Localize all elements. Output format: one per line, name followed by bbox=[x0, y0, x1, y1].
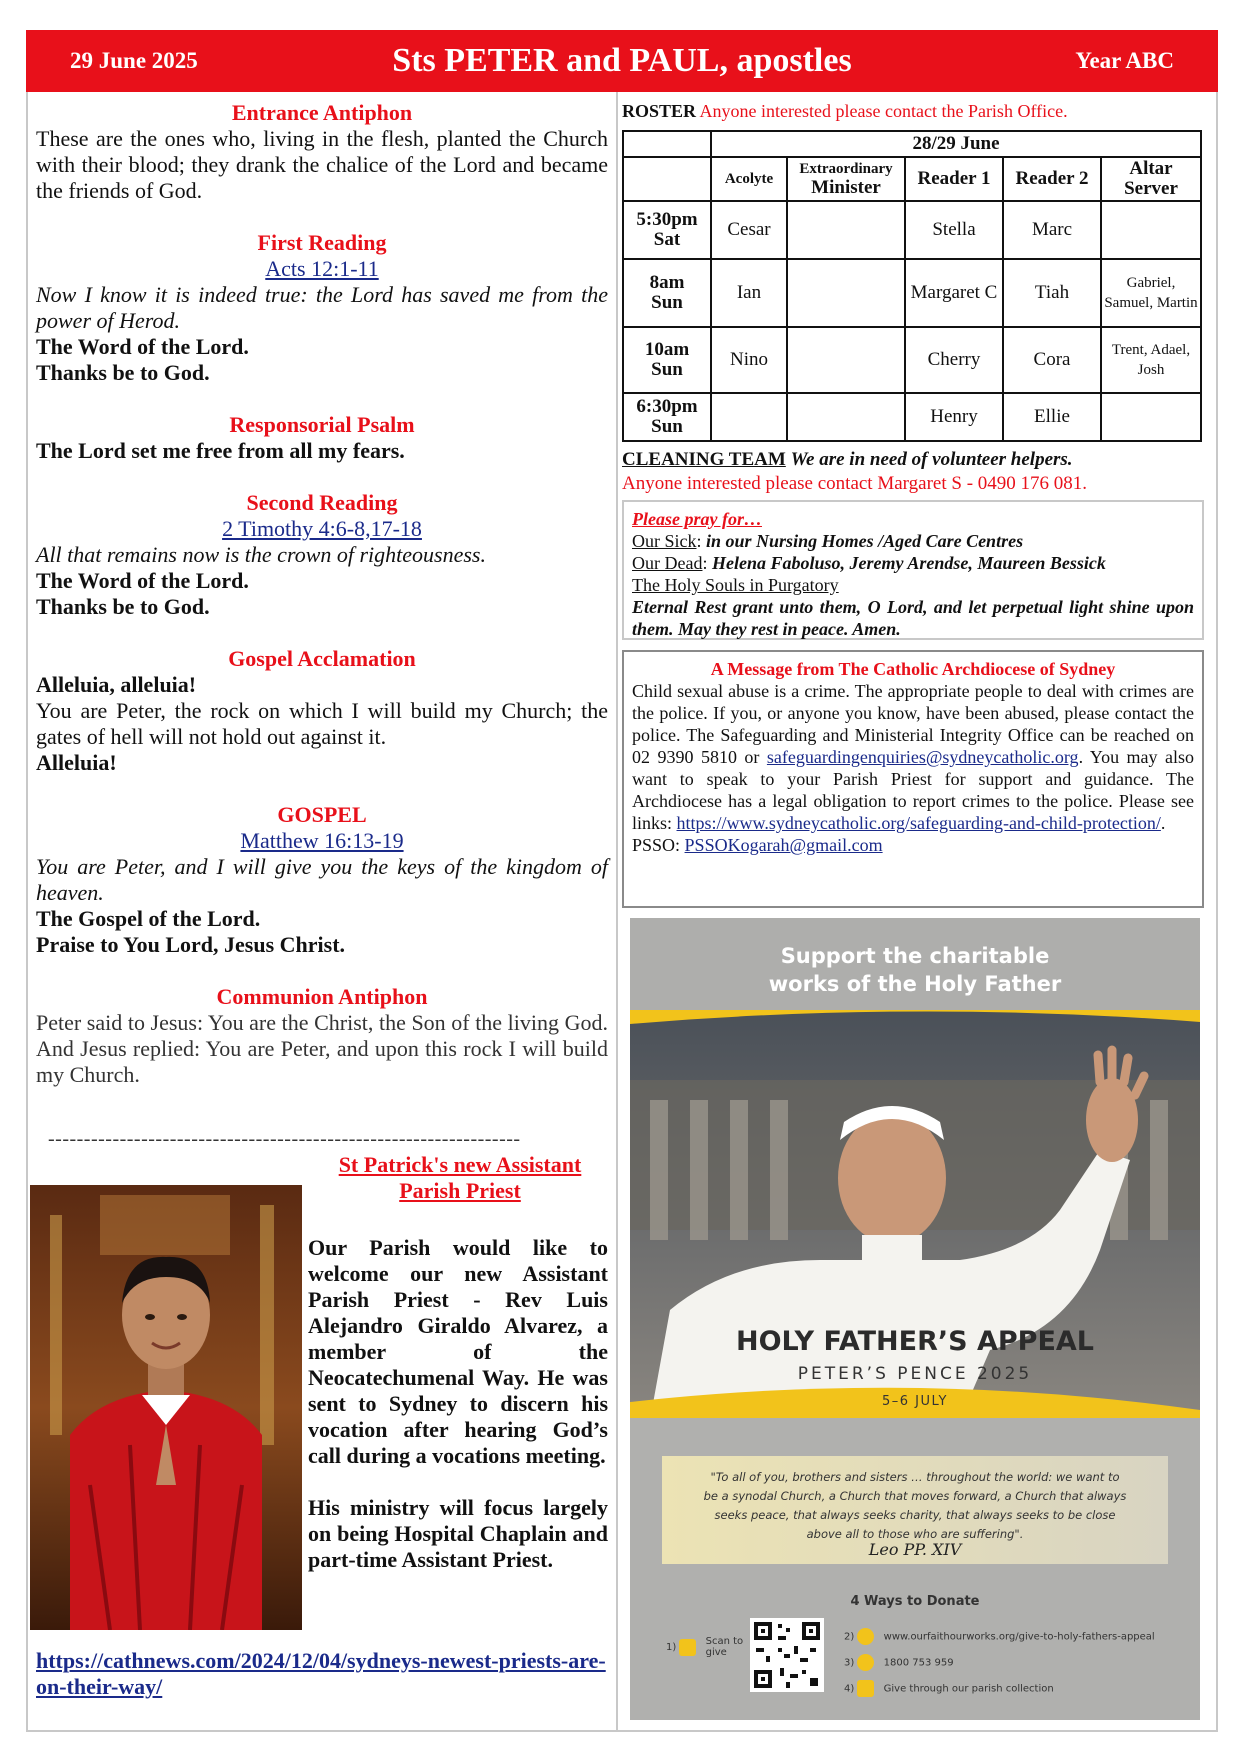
row-time-value: 8am bbox=[649, 272, 685, 293]
communion-title: Communion Antiphon bbox=[216, 984, 428, 1009]
page-title: Sts PETER and PAUL, apostles bbox=[392, 42, 852, 79]
entrance-antiphon-text: These are the ones who, living in the flesh, planted the Church with their blood; they drank the chalice of the Lord and became the friends of God. bbox=[36, 126, 608, 203]
cleaning-contact: Anyone interested please contact Margaret S - 0490 176 081. bbox=[622, 473, 1088, 494]
acclamation-line1: Alleluia, alleluia! bbox=[36, 672, 197, 697]
message-text3: . bbox=[1160, 813, 1166, 833]
cell-server bbox=[1101, 201, 1201, 259]
col-minister-line1: Extraordinary bbox=[799, 161, 893, 177]
bulletin-date: 29 June 2025 bbox=[70, 48, 198, 73]
way-2 bbox=[844, 1628, 1155, 1645]
roster-corner bbox=[623, 131, 711, 157]
cell-minister bbox=[787, 393, 905, 441]
cell-reader1: Henry bbox=[905, 393, 1003, 441]
way-4 bbox=[844, 1680, 1054, 1697]
column-divider bbox=[616, 92, 618, 1732]
way-1-num: 1) bbox=[666, 1642, 677, 1653]
cell-reader2: Ellie bbox=[1003, 393, 1101, 441]
roster-date: 28/29 June bbox=[711, 131, 1201, 157]
sick-text: in our Nursing Homes /Aged Care Centres bbox=[706, 531, 1024, 551]
prayer-box: Please pray for… Our Sick: in our Nursing Homes /Aged Care Centres Our Dead: Helena Faboluso, Jeremy Arendse, Maureen Bessick The Holy Souls in Purgatory Eternal Rest grant unto them, O Lord, and let perpetual light shine upon them. May they rest in peace. Amen. bbox=[622, 500, 1204, 640]
row-time bbox=[623, 201, 711, 259]
cell-acolyte: Cesar bbox=[711, 201, 787, 259]
gospel-title: GOSPEL bbox=[277, 802, 367, 827]
gospel-response1: The Gospel of the Lord. bbox=[36, 906, 261, 931]
cell-reader1: Margaret C bbox=[905, 259, 1003, 327]
communion-text: Peter said to Jesus: You are the Christ, the Son of the living God. And Jesus replied: You are Peter, and upon this rock I will build my Church. bbox=[36, 1010, 608, 1087]
scan-icon bbox=[679, 1639, 696, 1656]
message-text1: Child sexual abuse is a crime. The appropriate people to deal with crimes are the police. If you, or anyone you know, have been abused, please contact the police. The Safeguarding and Ministerial Integrity Office can be reached on 02 9390 5810 or bbox=[632, 681, 1194, 767]
appeal-tagline-line1: Support the charitable bbox=[780, 944, 1050, 968]
table-row bbox=[623, 393, 1201, 441]
priest-para2: His ministry will focus largely on being Hospital Chaplain and part-time Assistant Priest. bbox=[308, 1495, 608, 1572]
priest-para1: Our Parish would like to welcome our new Assistant Parish Priest - Rev Luis Alejandro Giraldo Alvarez, a member of the Neocatechumenal Way. He was sent to Sydney to discern his vocation after hearing God’s call during a vocations meeting. bbox=[308, 1235, 608, 1468]
eternal-rest: Eternal Rest grant unto them, O Lord, and let perpetual light shine upon them. May they rest in peace. Amen. bbox=[632, 597, 1194, 639]
way-4-num: 4) bbox=[844, 1683, 855, 1695]
cell-server: Gabriel, Samuel, Martin bbox=[1101, 259, 1201, 327]
cell-server bbox=[1101, 393, 1201, 441]
collection-icon bbox=[857, 1680, 874, 1697]
safeguarding-email[interactable]: safeguardingenquiries@sydneycatholic.org bbox=[766, 747, 1079, 767]
way-2-text[interactable]: www.ourfaithourworks.org/give-to-holy-fathers-appeal bbox=[883, 1631, 1155, 1643]
first-reading-ref[interactable]: Acts 12:1-11 bbox=[265, 256, 379, 281]
row-day-value: Sun bbox=[651, 292, 683, 313]
acclamation-title: Gospel Acclamation bbox=[228, 646, 416, 671]
cell-reader2: Tiah bbox=[1003, 259, 1101, 327]
psalm-title: Responsorial Psalm bbox=[229, 412, 415, 437]
psalm-text: The Lord set me free from all my fears. bbox=[36, 438, 405, 463]
pope-photo bbox=[630, 1010, 1200, 1420]
appeal-quote-box bbox=[662, 1456, 1168, 1564]
row-day-value: Sun bbox=[651, 416, 683, 437]
roster-blank bbox=[623, 157, 711, 201]
cell-reader2: Cora bbox=[1003, 327, 1101, 393]
separator-line: ------------------------------------------------------------------ bbox=[48, 1128, 521, 1150]
left-column bbox=[36, 100, 608, 1088]
row-time bbox=[623, 393, 711, 441]
second-reading-summary: All that remains now is the crown of righteousness. bbox=[36, 542, 486, 567]
appeal-subtitle: PETER’S PENCE 2025 bbox=[797, 1364, 1033, 1384]
holy-father-appeal-poster bbox=[630, 918, 1200, 1720]
roster-heading bbox=[622, 100, 1212, 122]
entrance-antiphon-title: Entrance Antiphon bbox=[231, 100, 413, 125]
pope-signature: Leo PP. XIV bbox=[868, 1540, 962, 1559]
col-minister-line2: Minister bbox=[811, 177, 881, 198]
message-heading: A Message from The Catholic Archdiocese of Sydney bbox=[710, 659, 1116, 679]
way-3-num: 3) bbox=[844, 1657, 855, 1669]
row-day-value: Sun bbox=[651, 359, 683, 380]
cell-acolyte: Nino bbox=[711, 327, 787, 393]
row-time bbox=[623, 259, 711, 327]
acclamation-text: You are Peter, the rock on which I will build my Church; the gates of hell will not hold out against it. bbox=[36, 698, 608, 749]
second-reading-response1: The Word of the Lord. bbox=[36, 568, 249, 593]
second-reading-title: Second Reading bbox=[246, 490, 398, 515]
appeal-tagline bbox=[630, 942, 1200, 998]
holy-souls: The Holy Souls in Purgatory bbox=[632, 575, 839, 595]
second-reading-response2: Thanks be to God. bbox=[36, 594, 210, 619]
prayer-heading: Please pray for… bbox=[632, 509, 762, 529]
phone-icon bbox=[857, 1654, 874, 1671]
cell-minister bbox=[787, 327, 905, 393]
row-time-value: 10am bbox=[644, 339, 690, 360]
sick-label: Our Sick bbox=[632, 531, 697, 551]
col-minister bbox=[787, 157, 905, 201]
web-icon bbox=[857, 1628, 874, 1645]
first-reading-title: First Reading bbox=[257, 230, 387, 255]
qr-code[interactable] bbox=[750, 1618, 824, 1692]
cell-minister bbox=[787, 201, 905, 259]
priest-article-title: St Patrick's new Assistant Parish Priest bbox=[338, 1152, 582, 1203]
table-row bbox=[623, 201, 1201, 259]
psso-email[interactable]: PSSOKogarah@gmail.com bbox=[684, 835, 883, 855]
way-3 bbox=[844, 1654, 954, 1671]
cleaning-team bbox=[622, 448, 1212, 496]
cell-minister bbox=[787, 259, 905, 327]
cleaning-label: CLEANING TEAM bbox=[622, 449, 786, 470]
gospel-response2: Praise to You Lord, Jesus Christ. bbox=[36, 932, 346, 957]
priest-article-text bbox=[308, 1235, 608, 1573]
dead-label: Our Dead bbox=[632, 553, 703, 573]
liturgical-year: Year ABC bbox=[1075, 48, 1174, 73]
row-time-value: 6:30pm bbox=[636, 396, 698, 417]
cell-reader2: Marc bbox=[1003, 201, 1101, 259]
cathnews-link[interactable]: https://cathnews.com/2024/12/04/sydneys-newest-priests-are-on-their-way/ bbox=[36, 1648, 606, 1699]
appeal-title: HOLY FATHER’S APPEAL bbox=[735, 1326, 1094, 1357]
way-4-text: Give through our parish collection bbox=[883, 1683, 1054, 1695]
appeal-tagline-line2: works of the Holy Father bbox=[768, 972, 1062, 996]
way-2-num: 2) bbox=[844, 1631, 855, 1643]
archdiocese-message bbox=[622, 650, 1204, 908]
acclamation-line2: Alleluia! bbox=[36, 750, 117, 775]
dead-text: Helena Faboluso, Jeremy Arendse, Maureen Bessick bbox=[712, 553, 1106, 573]
row-time-value: 5:30pm bbox=[636, 209, 698, 230]
first-reading-response2: Thanks be to God. bbox=[36, 360, 210, 385]
roster-label: ROSTER bbox=[622, 101, 697, 121]
psso-label: PSSO: bbox=[632, 835, 681, 855]
first-reading-summary: Now I know it is indeed true: the Lord has saved me from the power of Herod. bbox=[36, 282, 608, 333]
priest-photo bbox=[30, 1185, 302, 1630]
header-banner bbox=[26, 30, 1218, 92]
gospel-summary: You are Peter, and I will give you the keys of the kingdom of heaven. bbox=[36, 854, 608, 905]
col-reader1: Reader 1 bbox=[905, 157, 1003, 201]
col-reader2: Reader 2 bbox=[1003, 157, 1101, 201]
roster-table bbox=[622, 130, 1202, 442]
cell-server: Trent, Adael, Josh bbox=[1101, 327, 1201, 393]
way-3-text: 1800 753 959 bbox=[883, 1657, 954, 1669]
cell-reader1: Stella bbox=[905, 201, 1003, 259]
appeal-quote: "To all of you, brothers and sisters … throughout the world: we want to be a synodal Church, a Church that moves forward, a Church that always seeks peace, that always seeks charity, that always seeks to be close above all to those who are suffering". bbox=[703, 1470, 1127, 1541]
gospel-ref[interactable]: Matthew 16:13-19 bbox=[240, 828, 404, 853]
row-day-value: Sat bbox=[653, 229, 681, 250]
safeguarding-link[interactable]: https://www.sydneycatholic.org/safeguarding-and-child-protection/ bbox=[676, 813, 1161, 833]
cleaning-need: We are in need of volunteer helpers. bbox=[790, 449, 1073, 470]
col-acolyte: Acolyte bbox=[711, 157, 787, 201]
cell-acolyte: Ian bbox=[711, 259, 787, 327]
way-1 bbox=[666, 1636, 744, 1658]
ways-to-donate-title: 4 Ways to Donate bbox=[850, 1594, 980, 1609]
table-row bbox=[623, 259, 1201, 327]
message-text2: . You may also want to speak to your Parish Priest for support and guidance. The Archdiocese has a legal obligation to report crimes to the police. Please see links: bbox=[632, 747, 1195, 833]
cell-acolyte bbox=[711, 393, 787, 441]
col-altar-server: Altar Server bbox=[1101, 157, 1201, 201]
table-row bbox=[623, 327, 1201, 393]
roster-note: Anyone interested please contact the Parish Office. bbox=[699, 101, 1068, 121]
cell-reader1: Cherry bbox=[905, 327, 1003, 393]
first-reading-response1: The Word of the Lord. bbox=[36, 334, 249, 359]
way-1-text: Scan to give bbox=[705, 1636, 744, 1658]
appeal-dates: 5–6 JULY bbox=[882, 1394, 948, 1409]
row-time bbox=[623, 327, 711, 393]
second-reading-ref[interactable]: 2 Timothy 4:6-8,17-18 bbox=[222, 516, 422, 541]
